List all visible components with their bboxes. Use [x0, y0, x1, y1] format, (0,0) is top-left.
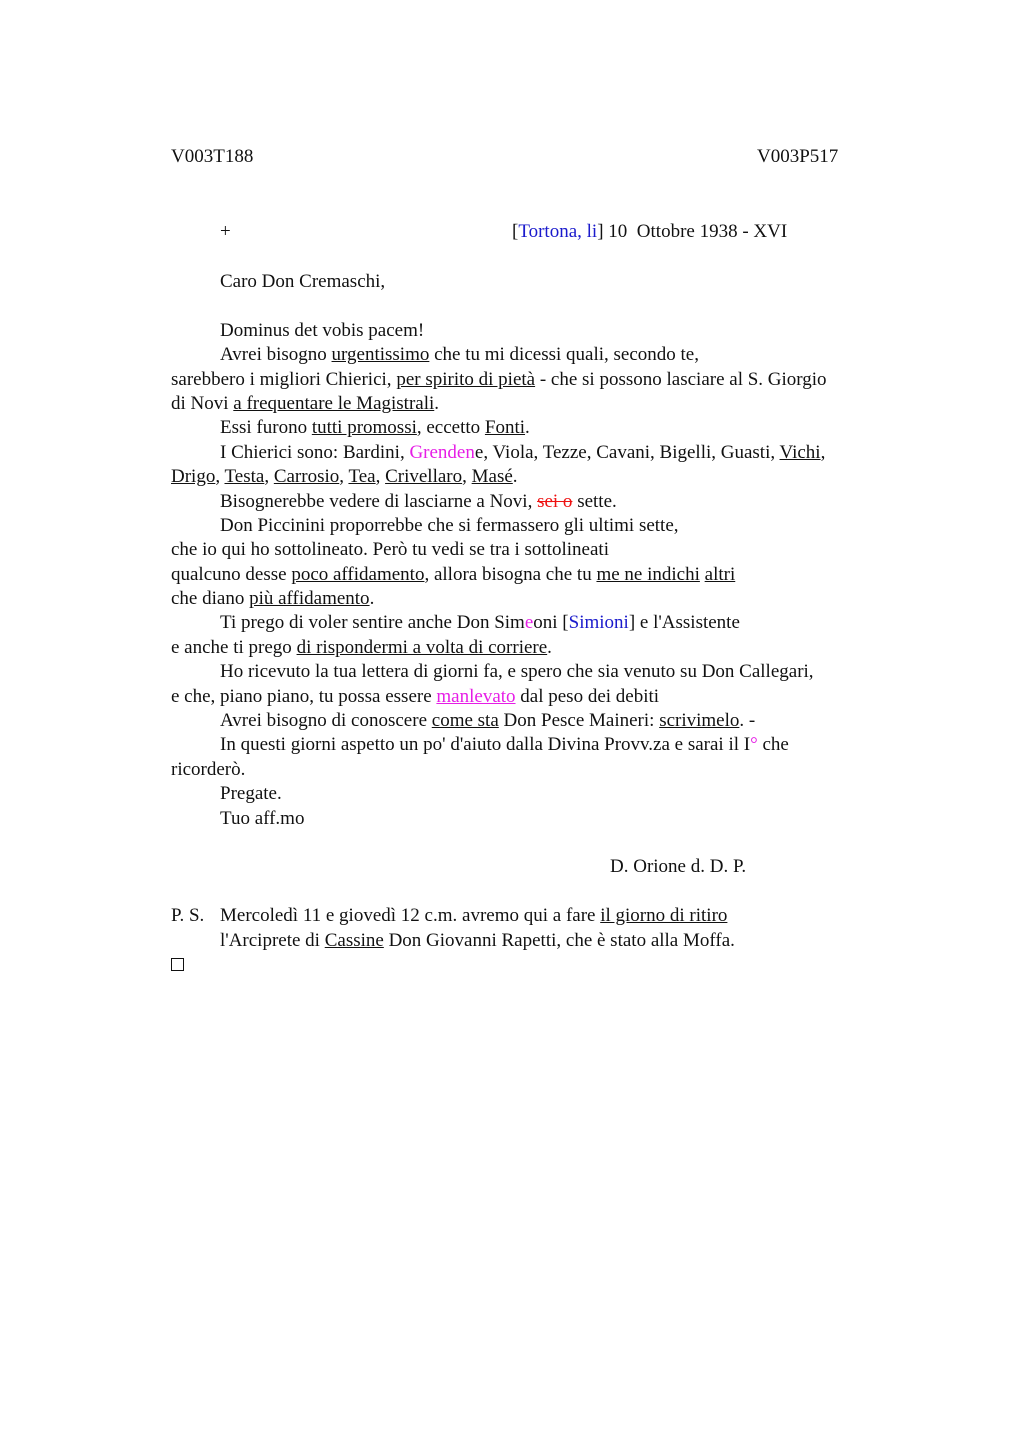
postscript-line: l'Arciprete di Cassine Don Giovanni Rapetti, che è stato alla Moffa. [220, 929, 735, 951]
salutation: Caro Don Cremaschi, [220, 271, 386, 292]
letter-body [171, 270, 901, 977]
paragraph-line: che diano più affidamento. [171, 588, 375, 610]
dateline-place: Tortona, li [518, 221, 598, 242]
cross-mark: + [220, 221, 231, 242]
closing-affmo: Tuo aff.mo [220, 807, 305, 829]
paragraph-line: e che, piano piano, tu possa essere manlevato dal peso dei debiti [171, 685, 660, 707]
paragraph-line: che io qui ho sottolineato. Però tu vedi se tra i sottolineati [171, 539, 609, 561]
paragraph-line: In questi giorni aspetto un po' d'aiuto dalla Divina Provv.za e sarai il I° che [220, 734, 789, 756]
paragraph-line: sarebbero i migliori Chierici, per spirito di pietà - che si possono lasciare al S. Giorgio [171, 368, 827, 390]
paragraph-line: Drigo, Testa, Carrosio, Tea, Crivellaro, Masé. [171, 466, 518, 488]
closing-pregate: Pregate. [220, 783, 282, 805]
paragraph-line: di Novi a frequentare le Magistrali. [171, 392, 440, 414]
dateline: [Tortona, li] 10 Ottobre 1938 - XVI [512, 221, 788, 242]
paragraph-line: qualcuno desse poco affidamento, allora bisogna che tu me ne indichi altri [171, 563, 736, 585]
header-left-code: V003T188 [171, 146, 254, 167]
paragraph-line: Avrei bisogno urgentissimo che tu mi dicessi quali, secondo te, [220, 344, 699, 366]
end-box-icon [171, 953, 901, 977]
paragraph-line: Avrei bisogno di conoscere come sta Don Pesce Maineri: scrivimelo. - [220, 710, 756, 732]
paragraph-line: Essi furono tutti promossi, eccetto Fonti. [220, 417, 530, 439]
postscript-line: P. S. Mercoledì 11 e giovedì 12 c.m. avremo qui a fare il giorno di ritiro [171, 904, 901, 928]
dateline-date: 10 Ottobre 1938 - XVI [603, 221, 788, 242]
paragraph-line: ricorderò. [171, 758, 246, 780]
struck-text: sei o [537, 490, 573, 512]
paragraph-line: Ho ricevuto la tua lettera di giorni fa, e spero che sia venuto su Don Callegari, [220, 661, 814, 683]
greeting: Dominus det vobis pacem! [220, 319, 425, 341]
paragraph-line: Ti prego di voler sentire anche Don Simeoni [Simioni] e l'Assistente [220, 612, 740, 634]
paragraph-line: e anche ti prego di rispondermi a volta di corriere. [171, 636, 552, 658]
paragraph-line: Don Piccinini proporrebbe che si fermassero gli ultimi sette, [220, 514, 679, 536]
signature: D. Orione d. D. P. [610, 856, 747, 878]
paragraph-line: Bisognerebbe vedere di lasciarne a Novi, sei o sette. [220, 490, 617, 512]
ps-label: P. S. [171, 905, 205, 927]
paragraph-line: I Chierici sono: Bardini, Grendene, Viola, Tezze, Cavani, Bigelli, Guasti, Vichi, [220, 441, 826, 463]
header-right-code: V003P517 [757, 146, 839, 167]
